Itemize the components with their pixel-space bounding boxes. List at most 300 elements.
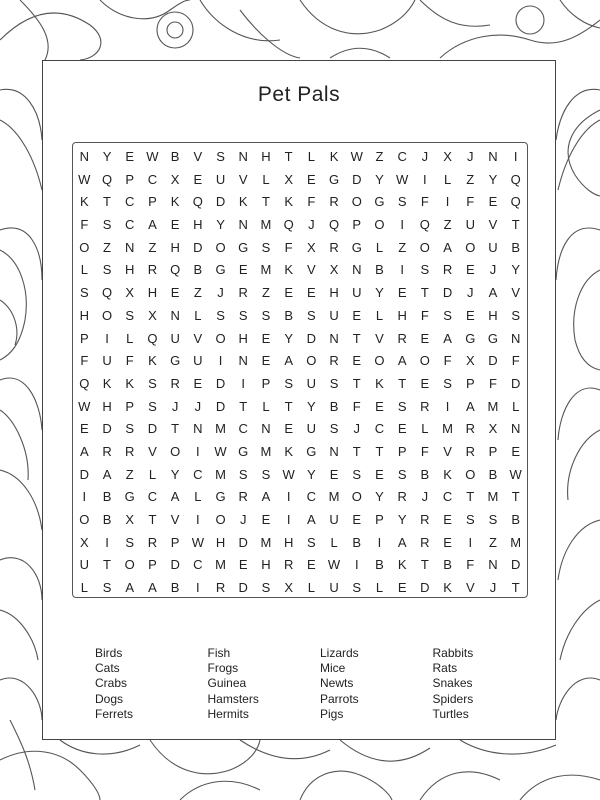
grid-letter: B — [375, 262, 384, 278]
grid-letter: U — [465, 217, 475, 233]
grid-letter: Q — [510, 194, 521, 210]
grid-letter: F — [443, 353, 452, 369]
grid-letter: B — [170, 149, 180, 164]
grid-letter: N — [238, 149, 248, 164]
grid-row — [73, 532, 527, 555]
grid-letter: N — [329, 443, 339, 459]
grid-letter: F — [352, 398, 361, 414]
grid-letter: S — [307, 307, 316, 323]
grid-letter: N — [261, 421, 271, 437]
grid-letter: F — [420, 443, 429, 459]
grid-row — [73, 486, 527, 509]
grid-letter: S — [125, 307, 135, 323]
grid-letter: D — [102, 421, 112, 437]
grid-letter: R — [215, 580, 226, 596]
grid-letter: E — [284, 285, 293, 301]
grid-letter: H — [125, 262, 135, 278]
grid-letter: H — [329, 285, 339, 301]
grid-letter: J — [467, 149, 474, 164]
grid-letter: G — [238, 443, 249, 459]
grid-letter: Y — [307, 398, 316, 414]
grid-letter: S — [420, 262, 430, 278]
grid-letter: R — [397, 330, 407, 346]
grid-letter: E — [307, 171, 316, 187]
grid-letter: G — [374, 194, 385, 210]
grid-letter: R — [329, 194, 339, 210]
grid-letter: O — [306, 353, 317, 369]
grid-row — [73, 259, 527, 282]
grid-letter: M — [487, 489, 499, 505]
grid-letter: S — [329, 375, 339, 391]
grid-letter: D — [306, 330, 317, 346]
grid-letter: G — [328, 171, 340, 187]
grid-letter: F — [511, 353, 520, 369]
grid-letter: Z — [261, 285, 270, 301]
grid-letter: U — [352, 285, 362, 301]
grid-letter: J — [239, 512, 247, 527]
grid-letter: Y — [170, 466, 180, 482]
grid-letter: I — [286, 512, 291, 527]
grid-letter: E — [352, 307, 362, 323]
grid-letter: Q — [170, 262, 181, 278]
grid-letter: T — [511, 489, 520, 505]
grid-letter: B — [102, 512, 112, 527]
puzzle-title: Pet Pals — [257, 83, 341, 106]
grid-letter: P — [148, 557, 157, 573]
grid-letter: X — [329, 262, 339, 278]
word-item: Ferrets — [95, 706, 134, 721]
grid-letter: L — [148, 466, 157, 482]
grid-letter: I — [196, 443, 200, 459]
grid-letter: J — [308, 217, 315, 233]
grid-letter: O — [374, 217, 385, 233]
grid-letter: K — [329, 149, 339, 164]
grid-letter: G — [306, 443, 317, 459]
grid-letter: T — [420, 285, 429, 301]
grid-letter: J — [171, 398, 179, 414]
grid-letter: V — [511, 285, 521, 301]
grid-letter: Q — [101, 285, 113, 301]
grid-letter: W — [350, 149, 363, 164]
grid-letter: U — [215, 171, 226, 187]
grid-letter: O — [351, 489, 362, 505]
grid-letter: S — [148, 398, 157, 414]
grid-letter: Z — [398, 239, 407, 255]
word-item: Snakes — [432, 676, 473, 691]
grid-letter: Z — [103, 239, 111, 255]
grid-letter: S — [261, 239, 271, 255]
grid-letter: Y — [488, 171, 498, 187]
grid-letter: E — [375, 466, 384, 482]
grid-letter: O — [170, 443, 181, 459]
grid-letter: D — [193, 239, 203, 255]
word-item: Turtles — [432, 706, 469, 721]
grid-letter: W — [327, 557, 341, 573]
grid-letter: S — [397, 466, 407, 482]
grid-letter: K — [170, 194, 180, 210]
grid-letter: L — [330, 534, 338, 550]
grid-letter: J — [217, 285, 224, 301]
grid-letter: A — [488, 285, 498, 301]
grid-letter: W — [282, 466, 295, 482]
grid-letter: H — [283, 534, 294, 550]
grid-letter: O — [79, 512, 90, 527]
grid-letter: X — [79, 534, 89, 550]
grid-letter: O — [215, 330, 226, 346]
grid-letter: Y — [102, 149, 112, 164]
grid-letter: E — [261, 330, 271, 346]
grid-letter: N — [510, 330, 521, 346]
grid-letter: M — [260, 534, 272, 550]
grid-letter: Q — [101, 171, 113, 187]
grid-row — [73, 509, 527, 532]
grid-letter: S — [102, 217, 112, 233]
grid-letter: D — [147, 421, 158, 437]
word-item: Spiders — [432, 691, 474, 706]
grid-letter: E — [284, 421, 293, 437]
word-item: Frogs — [207, 661, 239, 676]
grid-letter: S — [79, 285, 89, 301]
grid-letter: U — [79, 557, 90, 573]
grid-letter: F — [466, 194, 475, 210]
grid-letter: Q — [283, 217, 294, 233]
grid-letter: J — [489, 580, 497, 596]
grid-letter: I — [354, 557, 359, 573]
grid-letter: E — [170, 285, 180, 301]
grid-letter: P — [125, 171, 135, 187]
word-item: Birds — [95, 646, 123, 660]
grid-letter: U — [329, 307, 339, 323]
grid-letter: B — [193, 262, 203, 278]
word-bank — [95, 646, 545, 722]
grid-letter: A — [465, 398, 475, 414]
grid-letter: A — [148, 580, 157, 596]
grid-letter: P — [488, 443, 498, 459]
grid-letter: I — [445, 194, 450, 210]
grid-letter: C — [193, 466, 203, 482]
grid-letter: O — [124, 557, 135, 573]
grid-letter: J — [489, 262, 497, 278]
grid-letter: P — [148, 194, 157, 210]
grid-letter: R — [283, 557, 294, 573]
grid-letter: R — [238, 285, 248, 301]
grid-letter: S — [352, 466, 362, 482]
grid-letter: Z — [375, 149, 384, 164]
grid-letter: I — [105, 534, 109, 550]
grid-letter: E — [511, 443, 521, 459]
grid-letter: F — [307, 194, 316, 210]
grid-letter: H — [238, 330, 248, 346]
grid-letter: T — [171, 421, 180, 437]
grid-letter: N — [238, 217, 248, 233]
grid-letter: H — [102, 398, 112, 414]
grid-letter: X — [284, 171, 293, 187]
grid-letter: H — [193, 217, 203, 233]
grid-letter: C — [147, 489, 158, 505]
grid-letter: Q — [419, 217, 430, 233]
grid-letter: X — [488, 421, 498, 437]
grid-letter: L — [80, 580, 88, 596]
grid-letter: C — [193, 557, 203, 573]
grid-letter: E — [488, 194, 498, 210]
grid-letter: W — [191, 534, 204, 550]
grid-letter: I — [513, 149, 518, 164]
grid-letter: H — [170, 239, 180, 255]
grid-letter: M — [215, 466, 226, 482]
grid-letter: Q — [147, 330, 158, 346]
grid-letter: U — [329, 512, 339, 527]
grid-letter: D — [215, 398, 226, 414]
grid-letter: B — [511, 239, 521, 255]
word-item: Newts — [320, 676, 354, 691]
grid-letter: X — [284, 580, 293, 596]
grid-letter: D — [510, 557, 521, 573]
grid-letter: J — [467, 285, 474, 301]
grid-letter: F — [125, 353, 134, 369]
grid-letter: S — [284, 375, 293, 391]
grid-letter: K — [443, 466, 452, 482]
grid-letter: O — [419, 239, 430, 255]
grid-letter: L — [262, 398, 270, 414]
grid-letter: V — [375, 330, 384, 346]
grid-letter: F — [420, 194, 429, 210]
grid-letter: E — [238, 557, 248, 573]
grid-letter: V — [170, 512, 180, 527]
grid-row — [73, 373, 527, 396]
word-item: Guinea — [207, 676, 247, 691]
grid-letter: S — [216, 307, 225, 323]
grid-letter: T — [148, 512, 157, 527]
grid-letter: G — [238, 239, 249, 255]
grid-letter: E — [420, 375, 430, 391]
grid-letter: S — [102, 580, 112, 596]
grid-letter: S — [238, 466, 248, 482]
grid-letter: H — [397, 307, 407, 323]
grid-letter: A — [443, 330, 452, 346]
grid-letter: S — [125, 534, 135, 550]
word-item: Dogs — [95, 691, 124, 706]
grid-letter: Y — [375, 285, 384, 301]
grid-letter: I — [286, 489, 291, 505]
grid-letter: S — [307, 534, 316, 550]
grid-letter: F — [466, 557, 475, 573]
grid-letter: X — [465, 353, 475, 369]
grid-letter: O — [419, 353, 430, 369]
grid-letter: R — [125, 443, 135, 459]
grid-letter: V — [148, 443, 157, 459]
grid-letter: Y — [375, 489, 384, 505]
grid-letter: W — [509, 466, 522, 482]
grid-letter: G — [487, 330, 499, 346]
grid-letter: X — [170, 171, 180, 187]
grid-letter: L — [262, 171, 270, 187]
grid-letter: V — [307, 262, 316, 278]
grid-letter: E — [397, 580, 407, 596]
grid-letter: I — [196, 512, 200, 527]
grid-letter: E — [465, 307, 475, 323]
grid-letter: Y — [511, 262, 521, 278]
worksheet-card — [42, 60, 556, 740]
grid-letter: O — [465, 466, 476, 482]
grid-letter: L — [375, 580, 384, 596]
grid-letter: D — [352, 171, 362, 187]
grid-letter: G — [215, 262, 226, 278]
grid-letter: U — [102, 353, 112, 369]
word-item: Lizards — [320, 646, 359, 660]
grid-letter: E — [261, 512, 271, 527]
grid-letter: W — [146, 149, 159, 164]
grid-letter: L — [307, 149, 315, 164]
grid-letter: A — [148, 217, 157, 233]
grid-letter: L — [194, 489, 202, 505]
grid-letter: U — [170, 330, 180, 346]
grid-letter: R — [397, 489, 407, 505]
grid-letter: D — [170, 557, 180, 573]
grid-letter: I — [82, 489, 87, 505]
grid-letter: R — [465, 443, 475, 459]
grid-letter: K — [284, 443, 293, 459]
grid-letter: E — [125, 149, 135, 164]
grid-letter: C — [238, 421, 248, 437]
grid-letter: R — [102, 443, 112, 459]
grid-letter: N — [329, 330, 339, 346]
grid-letter: A — [102, 466, 112, 482]
grid-row — [73, 282, 527, 305]
grid-letter: O — [351, 194, 362, 210]
grid-letter: C — [147, 171, 158, 187]
grid-letter: H — [488, 307, 498, 323]
grid-letter: X — [443, 149, 452, 164]
grid-letter: K — [443, 580, 452, 596]
grid-letter: N — [352, 262, 362, 278]
grid-letter: Y — [284, 330, 293, 346]
grid-letter: A — [397, 534, 407, 550]
grid-letter: M — [215, 557, 226, 573]
grid-letter: R — [170, 375, 180, 391]
grid-letter: R — [420, 398, 430, 414]
grid-letter: T — [420, 557, 429, 573]
grid-letter: A — [443, 239, 452, 255]
grid-letter: J — [421, 489, 429, 505]
grid-letter: E — [352, 512, 362, 527]
grid-letter: K — [375, 375, 384, 391]
grid-letter: D — [215, 375, 226, 391]
grid-letter: M — [260, 262, 272, 278]
grid-letter: T — [352, 330, 361, 346]
grid-letter: Z — [193, 285, 202, 301]
grid-letter: E — [397, 285, 407, 301]
grid-letter: S — [148, 375, 157, 391]
grid-letter: R — [238, 489, 248, 505]
grid-letter: T — [466, 489, 475, 505]
word-item: Hamsters — [207, 691, 259, 706]
grid-letter: I — [241, 375, 246, 391]
grid-letter: O — [374, 353, 385, 369]
grid-letter: M — [442, 421, 453, 437]
grid-letter: U — [488, 239, 498, 255]
grid-letter: L — [375, 307, 384, 323]
grid-letter: U — [193, 353, 203, 369]
grid-row — [73, 169, 527, 192]
grid-letter: N — [488, 149, 498, 164]
grid-letter: S — [397, 194, 407, 210]
grid-letter: U — [306, 421, 317, 437]
grid-letter: P — [465, 375, 475, 391]
grid-letter: Y — [397, 512, 407, 527]
grid-letter: K — [397, 557, 407, 573]
grid-letter: Q — [510, 171, 521, 187]
word-item: Rabbits — [432, 646, 474, 660]
grid-letter: P — [375, 512, 384, 527]
grid-letter: T — [511, 580, 520, 596]
grid-letter: L — [421, 421, 429, 437]
grid-letter: T — [511, 217, 520, 233]
grid-letter: C — [397, 149, 407, 164]
grid-letter: K — [284, 194, 293, 210]
grid-letter: S — [465, 512, 475, 527]
grid-letter: B — [102, 489, 112, 505]
grid-letter: I — [400, 217, 404, 233]
grid-row — [73, 328, 527, 351]
grid-letter: T — [352, 443, 361, 459]
grid-letter: G — [351, 239, 362, 255]
letter-grid — [72, 142, 528, 598]
grid-letter: B — [511, 512, 521, 527]
grid-letter: D — [442, 285, 453, 301]
grid-letter: K — [284, 262, 293, 278]
grid-letter: P — [79, 330, 89, 346]
grid-letter: E — [238, 262, 248, 278]
grid-letter: C — [125, 217, 135, 233]
grid-letter: E — [261, 353, 271, 369]
grid-letter: U — [329, 580, 339, 596]
grid-letter: V — [488, 217, 498, 233]
word-column — [433, 646, 546, 722]
grid-letter: Z — [125, 466, 134, 482]
grid-letter: W — [396, 171, 409, 187]
grid-letter: O — [465, 239, 476, 255]
grid-letter: V — [443, 443, 452, 459]
grid-letter: N — [79, 149, 90, 164]
grid-letter: Q — [79, 375, 90, 391]
grid-letter: P — [170, 534, 180, 550]
grid-letter: E — [465, 262, 475, 278]
grid-letter: B — [329, 398, 339, 414]
grid-letter: E — [79, 421, 89, 437]
grid-letter: Y — [375, 171, 384, 187]
grid-letter: U — [306, 375, 317, 391]
grid-letter: D — [79, 466, 90, 482]
grid-letter: P — [352, 217, 362, 233]
grid-letter: L — [375, 239, 384, 255]
grid-letter: Z — [489, 534, 497, 550]
grid-letter: L — [443, 171, 452, 187]
grid-letter: E — [329, 466, 339, 482]
grid-letter: B — [488, 466, 498, 482]
grid-letter: H — [147, 285, 158, 301]
grid-letter: T — [284, 398, 293, 414]
grid-row — [73, 418, 527, 441]
grid-letter: E — [193, 171, 203, 187]
grid-letter: W — [78, 398, 91, 414]
grid-letter: S — [352, 580, 362, 596]
grid-letter: F — [420, 307, 429, 323]
grid-row — [73, 305, 527, 328]
grid-letter: D — [215, 194, 226, 210]
grid-letter: G — [170, 353, 181, 369]
grid-letter: N — [193, 421, 203, 437]
grid-letter: M — [487, 398, 499, 414]
